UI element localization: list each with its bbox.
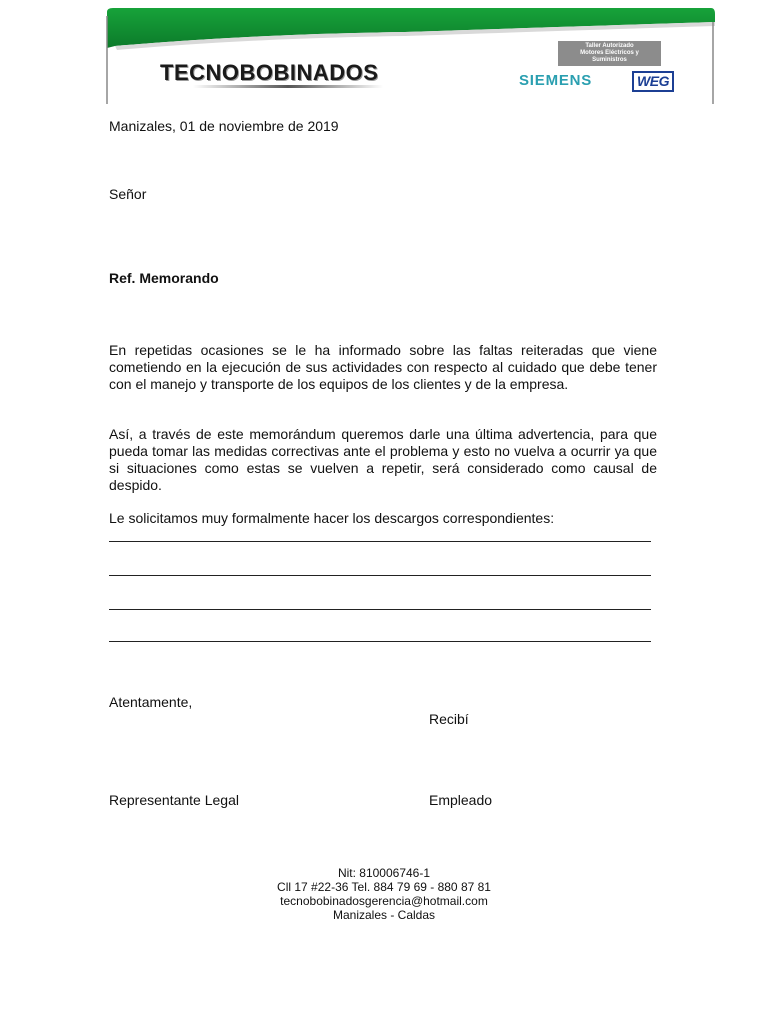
response-line <box>109 541 651 542</box>
letterhead <box>105 8 715 104</box>
logo-underline <box>193 85 383 88</box>
salutation: Señor <box>109 186 147 202</box>
siemens-logo: SIEMENS <box>519 72 593 89</box>
response-line <box>109 575 651 576</box>
request-line: Le solicitamos muy formalmente hacer los descargos correspondientes: <box>109 510 555 526</box>
footer-address: Cll 17 #22-36 Tel. 884 79 69 - 880 87 81 <box>277 880 491 894</box>
response-line <box>109 609 651 610</box>
footer-nit: Nit: 810006746-1 <box>337 866 431 880</box>
received-label: Recibí <box>429 711 469 727</box>
footer <box>234 866 534 922</box>
reference-line: Ref. Memorando <box>109 270 219 286</box>
badge-line: Taller Autorizado <box>585 43 634 49</box>
footer-email: tecnobobinadosgerencia@hotmail.com <box>280 894 488 908</box>
signature-employee: Empleado <box>429 792 493 808</box>
signature-legal-representative: Representante Legal <box>109 792 239 808</box>
badge-line: Motores Eléctricos y <box>580 50 639 56</box>
weg-logo: WEG <box>632 71 674 92</box>
authorized-workshop-badge <box>558 41 661 66</box>
closing: Atentamente, <box>109 694 193 710</box>
company-logo-text: TECNOBOBINADOS <box>160 60 379 85</box>
body-paragraph-2: Así, a través de este memorándum queremos darle una última advertencia, para que pueda tomar las medidas correctivas ante el problema y esto no vuelva a ocurrir ya que si situaciones como estas se vuelven a repetir, será considerado como causal de despido. <box>109 426 657 493</box>
body-paragraph-1: En repetidas ocasiones se le ha informado sobre las faltas reiteradas que viene cometiendo en la ejecución de sus actividades con respecto al cuidado que debe tener con el manejo y transporte de los equipos de los clientes y de la empresa. <box>109 342 657 392</box>
response-line <box>109 641 651 642</box>
letter-date: Manizales, 01 de noviembre de 2019 <box>109 118 339 134</box>
footer-city: Manizales - Caldas <box>332 908 436 922</box>
badge-line: Suministros <box>592 57 627 63</box>
